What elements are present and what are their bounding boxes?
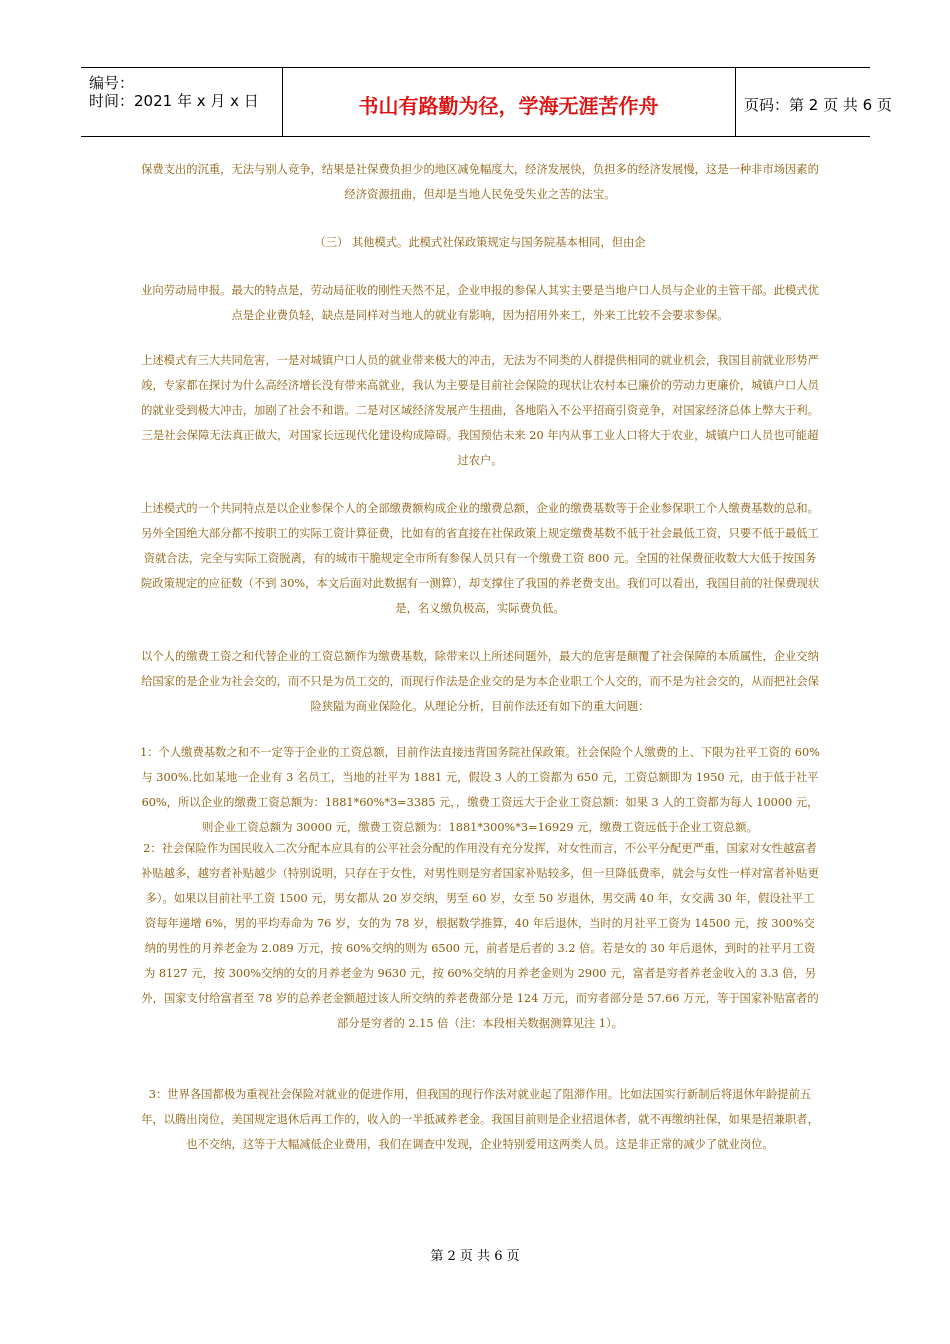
paragraph-4: 上述模式有三大共同危害，一是对城镇户口人员的就业带来极大的冲击，无法为不同类的人群提供相同的就业机会，我国目前就业形势严竣，专家都在探讨为什么高经济增长没有带来高就业，我认为主要是目前社会保险的现状让农村本已廉价的劳动力更廉价，城镇户口人员的就业受到极大冲击，加剧了社会不和谐。二是对区域经济发展产生扭曲，各地陷入不公平招商引资竞争，对国家经济总体上弊大于利。三是社会保障无法真正做大，对国家长远现代化建设构成障碍。我国预估未来 20 年内从事工业人口将大于农业，城镇户口人员也可能超过农户。 <box>141 354 819 467</box>
date-label: 时间：2021 年 x 月 x 日 <box>89 92 259 110</box>
paragraph-1: 保费支出的沉重，无法与别人竞争，结果是社保费负担少的地区减免幅度大，经济发展快，负担多的经济发展慢，这是一种非市场因素的经济资源扭曲，但却是当地人民免受失业之苦的法宝。 <box>141 163 819 201</box>
header-right-cell <box>735 68 892 136</box>
paragraph-5: 上述模式的一个共同特点是以企业参保个人的全部缴费额构成企业的缴费总额，企业的缴费基数等于企业参保职工个人缴费基数的总和。另外全国绝大部分都不按职工的实际工资计算征费，比如有的省直接在社保政策上规定缴费基数不低于社会最低工资，只要不低于最低工资就合法，完全与实际工资脱离，有的城市干脆规定全市所有参保人员只有一个缴费工资 800 元。全国的社保费征收数大大低于按国务院政策规定的应征数（不到 30%，本文后面对此数据有一测算），却支撑住了我国的养老费支出。我们可以看出，我国目前的社保费现状是，名义缴负极高，实际费负低。 <box>140 502 820 615</box>
page-header <box>81 67 892 137</box>
paragraph-8: 2：社会保险作为国民收入二次分配本应具有的公平社会分配的作用没有充分发挥，对女性而言，不公平分配更严重，国家对女性越富者补贴越多，越穷者补贴越少（特别说明，只存在于女性，对男性则是穷者国家补贴较多，但一旦降低费率，就会与女性一样对富者补贴更多）。如果以目前社平工资 1500 元，男女都从 20 岁交纳，男至 60 岁，女至 50 岁退休，男交满 40 年，女交满 30 年，假设社平工资每年递增 6%，男的平均寿命为 76 岁，女的为 78 岁，根据数学推算，40 年后退休，当时的月社平工资为 14500 元，按 300%交纳的男性的月养老金为 2.089 万元，按 60%交纳的则为 6500 元，前者是后者的 3.2 倍。若是女的 30 年后退休，到时的社平月工资为 8127 元，按 300%交纳的女的月养老金为 9630 元，按 60%交纳的月养老金则为 2900 元，富者是穷者养老金收入的 3.3 倍，另外，国家支付给富者至 78 岁的总养老金额超过该人所交纳的养老费部分是 124 万元，而穷者部分是 57.66 万元，等于国家补贴富者的部分是穷者的 2.15 倍（注：本段相关数据测算见注 1）。 <box>141 842 819 1030</box>
paragraph-6: 以个人的缴费工资之和代替企业的工资总额作为缴费基数，除带来以上所述问题外，最大的危害是颠覆了社会保障的本质属性，企业交纳给国家的是企业为社会交的，而不只是为员工交的，而现行作法是企业交的是为本企业职工个人交的，而不是为社会交的，从而把社会保险狭隘为商业保险化。从理论分析，目前作法还有如下的重大问题： <box>141 650 819 713</box>
paragraph-9: 3：世界各国都极为重视社会保险对就业的促进作用，但我国的现行作法对就业起了阻滞作用。比如法国实行新制后将退休年龄提前五年，以腾出岗位，美国规定退休后再工作的，收入的一半抵减养老金。我国目前则是企业招退休者，就不再缴纳社保，如果是招兼职者，也不交纳，这等于大幅减低企业费用，我们在调查中发现，企业特别爱用这两类人员。这是非正常的减少了就业岗位。 <box>141 1088 819 1151</box>
document-number-label: 编号： <box>89 74 135 92</box>
paragraph-2-heading: （三） 其他模式。此模式社保政策规定与国务院基本相同，但由企 <box>314 236 646 249</box>
paragraph-3: 业向劳动局申报。最大的特点是，劳动局征收的刚性天然不足，企业申报的参保人其实主要是当地户口人员与企业的主管干部。此模式优点是企业费负轻，缺点是同样对当地人的就业有影响，因为招用外来工，外来工比较不会要求参保。 <box>141 284 819 322</box>
header-motto: 书山有路勤为径，学海无涯苦作舟 <box>358 94 659 118</box>
header-page-code: 页码：第 2 页 共 6 页 <box>744 96 892 114</box>
header-motto-cell <box>282 68 736 136</box>
page-footer: 第 2 页 共 6 页 <box>430 1249 520 1264</box>
header-left-cell <box>81 68 283 136</box>
paragraph-7: 1：个人缴费基数之和不一定等于企业的工资总额，目前作法直接违背国务院社保政策。社会保险个人缴费的上、下限为社平工资的 60%与 300%.比如某地一企业有 3 名员工，当地的社平为 1881 元，假设 3 人的工资都为 650 元，工资总额即为 1950 元，由于低于社平 60%，所以企业的缴费工资总额为：1881*60%*3=3385 元，，缴费工资远大于企业工资总额：如果 3 人的工资都为每人 10000 元，则企业工资总额为 30000 元，缴费工资总额为：1881*300%*3=16929 元，缴费工资远低于企业工资总额。 <box>140 746 820 834</box>
